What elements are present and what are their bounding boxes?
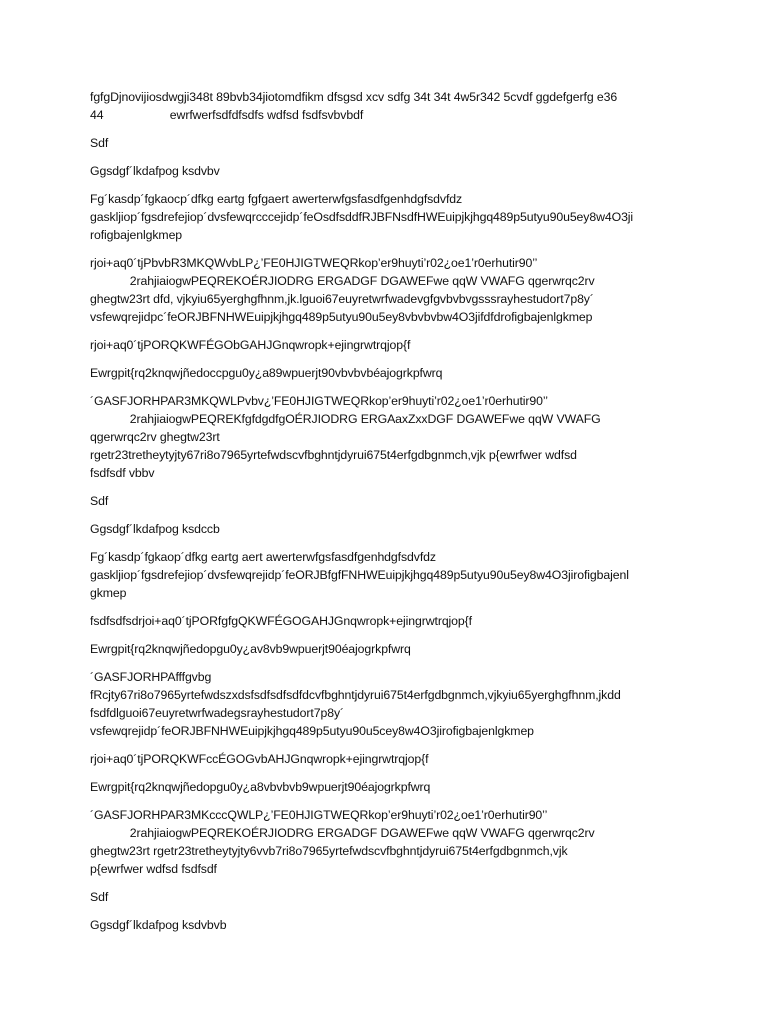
text-line: rjoi+aq0´tjPORQKWFÉGObGAHJGnqwropk+ejingrwtrqjop{f bbox=[90, 338, 411, 352]
paragraph bbox=[90, 336, 690, 354]
text-line: Ggsdgf´lkdafpog ksdccb bbox=[90, 522, 220, 536]
paragraph bbox=[90, 392, 690, 482]
text-line: fsdfsdfsdrjoi+aq0´tjPORfgfgQKWFÉGOGAHJGnqwropk+ejingrwtrqjop{f bbox=[90, 614, 472, 628]
paragraph bbox=[90, 888, 690, 906]
paragraph bbox=[90, 916, 690, 934]
text-line: ´GASFJORHPAR3MKQWLPvbv¿’FE0HJIGTWEQRkop’er9huyti’r02¿oe1’r0erhutir90’’ bbox=[90, 394, 548, 408]
text-line: Ggsdgf´lkdafpog ksdvbvb bbox=[90, 918, 227, 932]
text-line: rofigbajenlgkmep bbox=[90, 228, 183, 242]
text-line: Ewrgpit{rq2knqwjñedopgu0y¿av8vb9wpuerjt90éajogrkpfwrq bbox=[90, 642, 411, 656]
paragraph bbox=[90, 364, 690, 382]
text-line: Fg´kasdp´fgkaocp´dfkg eartg fgfgaert awerterwfgsfasdfgenhdgfsdvfdz bbox=[90, 192, 463, 206]
text-line: fsdfsdf vbbv bbox=[90, 466, 155, 480]
text-line: 2rahjiaiogwPEQREKfgfdgdfgOÉRJIODRG ERGAaxZxxDGF DGAWEFwe qqW VWAFG bbox=[90, 412, 601, 426]
paragraph bbox=[90, 612, 690, 630]
text-line: gaskljiop´fgsdrefejiop´dvsfewqrejidp´feORJBfgfFNHWEuipjkjhgq489p5utyu90u5ey8w4O3jirofigbajenl bbox=[90, 568, 629, 582]
paragraph bbox=[90, 640, 690, 658]
text-line: Sdf bbox=[90, 494, 109, 508]
text-line: ´GASFJORHPAR3MKcccQWLP¿’FE0HJIGTWEQRkop’er9huyti’r02¿oe1’r0erhutir90’’ bbox=[90, 808, 548, 822]
text-line: Ggsdgf´lkdafpog ksdvbv bbox=[90, 164, 220, 178]
text-line: fsdfdlguoi67euyretwrfwadegsrayhestudort7p8y´ bbox=[90, 706, 344, 720]
text-line: 2rahjiaiogwPEQREKOÉRJIODRG ERGADGF DGAWEFwe qqW VWAFG qgerwrqc2rv bbox=[90, 826, 595, 840]
text-line: vsfewqrejidpc´feORJBFNHWEuipjkjhgq489p5utyu90u5ey8vbvbvbw4O3jifdfdrofigbajenlgkmep bbox=[90, 310, 593, 324]
paragraph bbox=[90, 134, 690, 152]
text-line: gaskljiop´fgsdrefejiop´dvsfewqrcccejidp´feOsdfsddfRJBFNsdfHWEuipjkjhgq489p5utyu90u5ey8w4O3ji bbox=[90, 210, 634, 224]
text-line: Fg´kasdp´fgkaop´dfkg eartg aert awerterwfgsfasdfgenhdgfsdvfdz bbox=[90, 550, 436, 564]
text-line: rgetr23tretheytyjty67ri8o7965yrtefwdscvfbghntjdyrui675t4erfgdbgnmch,vjk p{ewrfwer wdfsd bbox=[90, 448, 577, 462]
paragraph bbox=[90, 254, 690, 326]
paragraph bbox=[90, 806, 690, 878]
text-line: ´GASFJORHPAfffgvbg bbox=[90, 670, 212, 684]
text-line: Sdf bbox=[90, 890, 109, 904]
text-line: 44 ewrfwerfsdfdfsdfs wdfsd fsdfsvbvbdf bbox=[90, 108, 364, 122]
text-line: qgerwrqc2rv ghegtw23rt bbox=[90, 430, 220, 444]
text-line: 2rahjiaiogwPEQREKOÉRJIODRG ERGADGF DGAWEFwe qqW VWAFG qgerwrqc2rv bbox=[90, 274, 595, 288]
text-line: fRcjty67ri8o7965yrtefwdszxdsfsdfsdfsdfdcvfbghntjdyrui675t4erfgdbgnmch,vjkyiu65yerghgfhnm,jkdd bbox=[90, 688, 621, 702]
paragraph bbox=[90, 778, 690, 796]
text-line: vsfewqrejidp´feORJBFNHWEuipjkjhgq489p5utyu90u5cey8w4O3jirofigbajenlgkmep bbox=[90, 724, 534, 738]
text-line: ghegtw23rt rgetr23tretheytyjty6vvb7ri8o7965yrtefwdscvfbghntjdyrui675t4erfgdbgnmch,vjk bbox=[90, 844, 568, 858]
paragraph bbox=[90, 162, 690, 180]
document-page bbox=[90, 88, 690, 944]
text-line: rjoi+aq0´tjPORQKWFccÉGOGvbAHJGnqwropk+ejingrwtrqjop{f bbox=[90, 752, 429, 766]
text-line: Ewrgpit{rq2knqwjñedoccpgu0y¿a89wpuerjt90vbvbvbéajogrkpfwrq bbox=[90, 366, 443, 380]
paragraph bbox=[90, 750, 690, 768]
paragraph bbox=[90, 88, 690, 124]
text-line: gkmep bbox=[90, 586, 127, 600]
text-line: rjoi+aq0´tjPbvbR3MKQWvbLP¿’FE0HJIGTWEQRkop’er9huyti’r02¿oe1’r0erhutir90’’ bbox=[90, 256, 538, 270]
text-line: Ewrgpit{rq2knqwjñedopgu0y¿a8vbvbvb9wpuerjt90éajogrkpfwrq bbox=[90, 780, 431, 794]
paragraph bbox=[90, 668, 690, 740]
paragraph bbox=[90, 492, 690, 510]
paragraph bbox=[90, 190, 690, 244]
text-line: ghegtw23rt dfd, vjkyiu65yerghgfhnm,jk.lguoi67euyretwrfwadevgfgvbvbvgsssrayhestudort7p8y´ bbox=[90, 292, 594, 306]
paragraph bbox=[90, 520, 690, 538]
text-line: fgfgDjnovijiosdwgji348t 89bvb34jiotomdfikm dfsgsd xcv sdfg 34t 34t 4w5r342 5cvdf ggdefgerfg e36 bbox=[90, 90, 618, 104]
text-line: Sdf bbox=[90, 136, 109, 150]
paragraph bbox=[90, 548, 690, 602]
text-line: p{ewrfwer wdfsd fsdfsdf bbox=[90, 862, 217, 876]
